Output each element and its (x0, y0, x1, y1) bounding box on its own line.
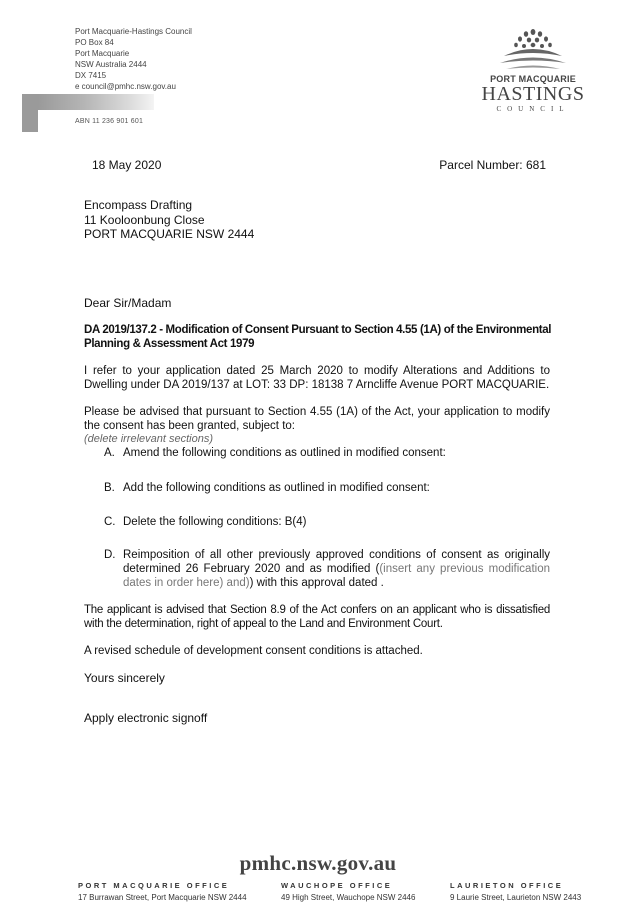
item-label: C. (104, 516, 116, 528)
condition-item-d (104, 548, 550, 590)
council-po-box: PO Box 84 (75, 38, 114, 47)
footer-website: pmhc.nsw.gov.au (239, 851, 397, 875)
item-text: Delete the following conditions: B(4) (123, 516, 307, 528)
office-name: PORT MACQUARIE OFFICE (78, 881, 230, 890)
letter-closing: Yours sincerely (84, 671, 165, 685)
office-address: 9 Laurie Street, Laurieton NSW 2443 (450, 893, 582, 902)
footer-office-port-macquarie (78, 881, 247, 902)
header-decor-bar-vertical (22, 94, 38, 132)
office-address: 49 High Street, Wauchope NSW 2446 (281, 893, 416, 902)
recipient-line: Encompass Drafting (84, 198, 193, 212)
council-logo (478, 26, 588, 113)
salutation: Dear Sir/Madam (84, 296, 172, 310)
item-text (123, 548, 550, 590)
abn-number: ABN 11 236 901 601 (75, 118, 144, 125)
logo-text-line3: COUNCIL (496, 105, 570, 113)
instruction-hint: (delete irrelevant sections) (84, 433, 214, 445)
logo-text-line2: HASTINGS (481, 83, 585, 105)
paragraph-appeal-rights: The applicant is advised that Section 8.9 of the Act confers on an applicant who is dissatisfied with the determination, right of appeal to the Land and Environment Court. (84, 604, 550, 630)
item-text-placeholder: (insert any previous modification dates in order here) and) (123, 563, 550, 589)
logo-text-line1: PORT MACQUARIE (490, 74, 576, 84)
council-email: e council@pmhc.nsw.gov.au (75, 82, 176, 91)
council-state: NSW Australia 2444 (75, 60, 147, 69)
footer-office-laurieton (450, 881, 581, 902)
recipient-address (84, 198, 254, 242)
signoff-placeholder: Apply electronic signoff (84, 711, 208, 725)
header-decor-bar-horizontal (38, 94, 154, 110)
condition-item-b (104, 481, 550, 495)
paragraph-application-reference: I refer to your application dated 25 March 2020 to modify Alterations and Additions to Dwelling under DA 2019/137 at LOT: 33 DP: 18138 7 Arncliffe Avenue PORT MACQUARIE. (84, 365, 550, 391)
condition-item-c (104, 515, 550, 529)
letter-date: 18 May 2020 (92, 158, 162, 172)
letter-subject: DA 2019/137.2 - Modification of Consent Pursuant to Section 4.55 (1A) of the Environmental Planning & Assessment Act 1979 (84, 324, 552, 350)
paragraph-schedule: A revised schedule of development consent conditions is attached. (84, 645, 423, 657)
office-name: LAURIETON OFFICE (450, 881, 564, 890)
item-label: D. (104, 549, 116, 561)
recipient-line: PORT MACQUARIE NSW 2444 (84, 227, 255, 241)
item-label: A. (104, 447, 115, 459)
recipient-line: 11 Kooloonbung Close (84, 212, 205, 227)
paragraph-advice: Please be advised that pursuant to Section 4.55 (1A) of the Act, your application to modify the consent has been granted, subject to: (84, 406, 550, 432)
condition-item-a (104, 446, 550, 460)
item-text: Amend the following conditions as outlined in modified consent: (123, 447, 446, 459)
office-name: WAUCHOPE OFFICE (281, 881, 393, 890)
item-text-end: ) with this approval dated . (249, 577, 384, 589)
council-city: Port Macquarie (75, 49, 130, 58)
logo-flower-icon (498, 26, 568, 72)
item-label: B. (104, 482, 115, 494)
council-address-block (75, 26, 192, 92)
item-text-start: Reimposition of all other previously approved conditions of consent as originally determined 26 February 2020 and as modified ( (123, 549, 550, 575)
item-text: Add the following conditions as outlined in modified consent: (123, 482, 430, 494)
office-address: 17 Burrawan Street, Port Macquarie NSW 2444 (78, 893, 247, 902)
footer-office-wauchope (281, 881, 415, 902)
council-name: Port Macquarie-Hastings Council (75, 27, 192, 36)
council-dx: DX 7415 (75, 71, 107, 80)
parcel-number: Parcel Number: 681 (439, 158, 546, 172)
